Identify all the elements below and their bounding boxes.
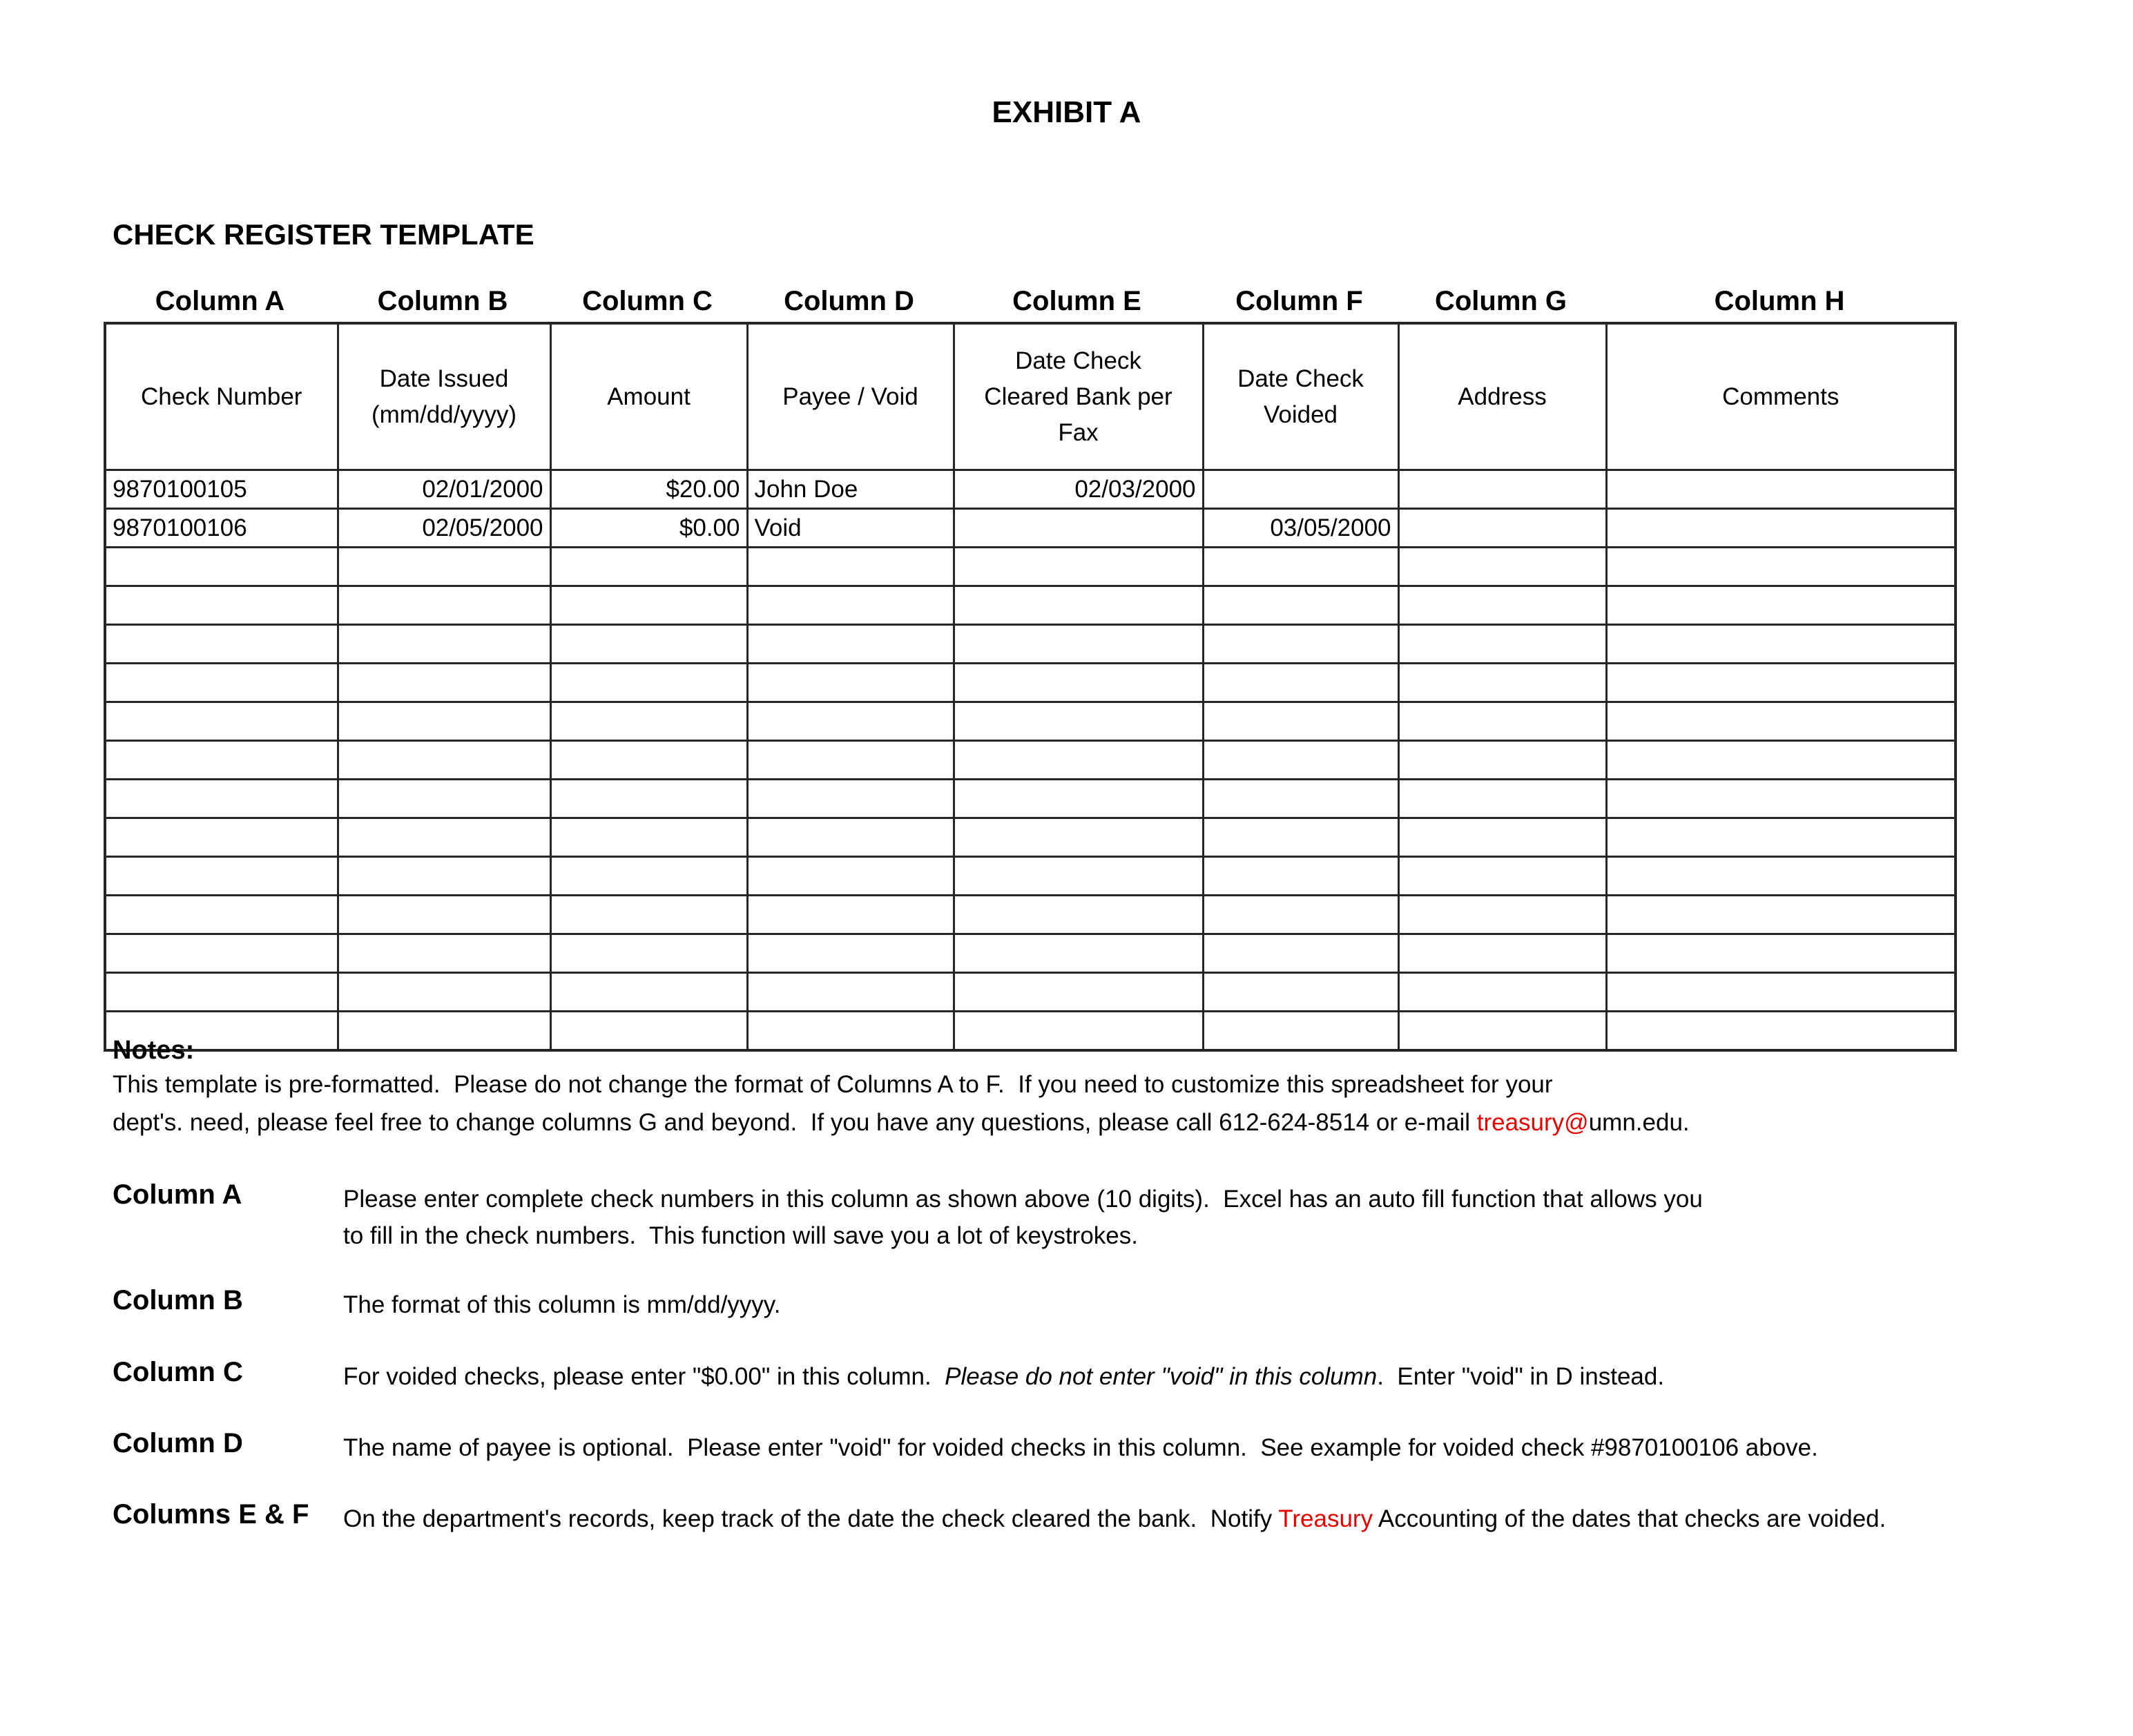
column-letter-d: Column D [784,286,914,316]
cell [105,625,338,664]
empty-row [105,586,1956,625]
cell [550,702,747,741]
cell [550,973,747,1012]
cell [105,741,338,780]
cell [1398,702,1606,741]
cell [954,1012,1203,1051]
column-letter-f: Column F [1235,286,1363,316]
header-cell-b: Date Issued (mm/dd/yyyy) [338,323,550,470]
table-row [105,470,1956,509]
column-b-note-text: The format of this column is mm/dd/yyyy. [343,1291,781,1318]
cell [1398,548,1606,586]
cell [1203,780,1398,818]
empty-row [105,934,1956,973]
cell [105,548,338,586]
cell [338,818,550,857]
cell [747,664,954,702]
cell [954,934,1203,973]
cell [954,509,1203,548]
cell: $20.00 [550,470,747,509]
cell [747,741,954,780]
cell [550,741,747,780]
empty-row [105,896,1956,934]
cell [1203,702,1398,741]
cell [105,896,338,934]
header-row [105,323,1956,470]
cell [747,625,954,664]
cell [1606,973,1956,1012]
column-a-note-text [343,1181,1703,1254]
cell [338,1012,550,1051]
cell [550,818,747,857]
column-letter-e: Column E [1012,286,1141,316]
cell [550,664,747,702]
cell [338,857,550,896]
cell [954,702,1203,741]
cell [954,586,1203,625]
cell [747,857,954,896]
exhibit-title: EXHIBIT A [992,95,1141,129]
table-row [105,509,1956,548]
notes-line-2-tail: umn.edu. [1588,1109,1690,1136]
cell [1606,1012,1956,1051]
column-c-note-post: . Enter "void" in D instead. [1377,1363,1665,1390]
notes-line-1: This template is pre-formatted. Please do not change the format of Columns A to F. If you need to customize this spreadsheet for your [113,1071,1553,1098]
cell: 02/05/2000 [338,509,550,548]
cell [1606,509,1956,548]
cell: $0.00 [550,509,747,548]
cell: 02/03/2000 [954,470,1203,509]
header-cell-e: Date Check Cleared Bank per Fax [954,323,1203,470]
cell [550,896,747,934]
column-c-note-label: Column C [113,1357,243,1387]
column-letter-g: Column G [1434,286,1567,316]
column-b-note-label: Column B [113,1285,243,1315]
header-cell-f: Date Check Voided [1203,323,1398,470]
cell [338,741,550,780]
cell [105,818,338,857]
cell [1606,896,1956,934]
cell [1203,973,1398,1012]
cell: Void [747,509,954,548]
cell [105,934,338,973]
cell [338,973,550,1012]
column-c-note-italic: Please do not enter "void" in this column [945,1363,1378,1390]
cell [1398,934,1606,973]
page-title: CHECK REGISTER TEMPLATE [113,218,534,251]
cell [747,818,954,857]
cell [338,625,550,664]
cell [1606,664,1956,702]
cell [1203,548,1398,586]
cell [1203,818,1398,857]
cell [1606,586,1956,625]
columns-ef-note-label: Columns E & F [113,1499,309,1530]
cell [954,625,1203,664]
cell [105,586,338,625]
column-letter-a: Column A [155,286,285,316]
cell [1203,896,1398,934]
cell [747,548,954,586]
notes-line-2-text: dept's. need, please feel free to change columns G and beyond. If you have any questions, please call 612-624-8514 or e-mail [113,1109,1477,1136]
empty-row [105,664,1956,702]
cell [954,741,1203,780]
cell [1606,780,1956,818]
cell [550,586,747,625]
cell [954,548,1203,586]
cell [105,780,338,818]
notes-line-2 [113,1109,1690,1137]
column-d-note-label: Column D [113,1428,243,1458]
column-d-note-text: The name of payee is optional. Please enter "void" for voided checks in this column. See example for voided check #9870100106 above. [343,1434,1818,1461]
empty-row [105,973,1956,1012]
cell [1203,1012,1398,1051]
cell [1203,664,1398,702]
cell [1203,934,1398,973]
treasury-email-link[interactable]: treasury@ [1476,1109,1589,1136]
cell [954,818,1203,857]
cell [1203,857,1398,896]
table-body [105,470,1956,1051]
empty-row [105,818,1956,857]
cell [338,586,550,625]
cell: John Doe [747,470,954,509]
cell [1398,973,1606,1012]
cell [1203,586,1398,625]
column-a-note-line1: Please enter complete check numbers in this column as shown above (10 digits). Excel has an auto fill function that allows you [343,1186,1703,1213]
cell [747,780,954,818]
columns-ef-note-pre: On the department's records, keep track of the date the check cleared the bank. Notify [343,1505,1279,1532]
cell [105,973,338,1012]
column-letter-h: Column H [1714,286,1845,316]
header-cell-h: Comments [1606,323,1956,470]
cell [1203,470,1398,509]
cell [747,973,954,1012]
cell [747,702,954,741]
cell: 9870100105 [105,470,338,509]
header-cell-c: Amount [550,323,747,470]
cell [1398,470,1606,509]
cell: 02/01/2000 [338,470,550,509]
cell [1398,818,1606,857]
notes-heading: Notes: [113,1036,195,1065]
empty-row [105,548,1956,586]
cell [1606,934,1956,973]
cell [954,857,1203,896]
column-letter-b: Column B [377,286,508,316]
cell [550,934,747,973]
cell [550,857,747,896]
cell [747,896,954,934]
cell [1398,1012,1606,1051]
cell [747,1012,954,1051]
header-cell-d: Payee / Void [747,323,954,470]
cell [1203,625,1398,664]
treasury-link[interactable]: Treasury [1278,1505,1373,1532]
cell [550,625,747,664]
columns-ef-note-text [343,1501,1886,1537]
empty-row [105,780,1956,818]
column-a-note-line2: to fill in the check numbers. This function will save you a lot of keystrokes. [343,1222,1138,1249]
empty-row [105,702,1956,741]
cell [550,1012,747,1051]
empty-row [105,1012,1956,1051]
header-cell-a: Check Number [105,323,338,470]
cell [338,934,550,973]
cell [338,896,550,934]
column-c-note-pre: For voided checks, please enter "$0.00" in this column. [343,1363,945,1390]
cell [1606,702,1956,741]
cell [1398,741,1606,780]
cell [1606,625,1956,664]
empty-row [105,625,1956,664]
cell [105,857,338,896]
cell [1606,818,1956,857]
column-c-note-text [343,1358,1664,1395]
cell [1398,780,1606,818]
cell [1398,664,1606,702]
cell [105,664,338,702]
cell [550,548,747,586]
cell [1606,548,1956,586]
cell [1606,857,1956,896]
cell [1398,857,1606,896]
cell [747,934,954,973]
cell: 9870100106 [105,509,338,548]
cell [1398,586,1606,625]
table-header [105,323,1956,470]
cell [1398,625,1606,664]
cell [550,780,747,818]
cell [105,702,338,741]
empty-row [105,857,1956,896]
cell [1398,509,1606,548]
column-letter-row [104,286,1954,317]
cell [1606,470,1956,509]
column-a-note-label: Column A [113,1179,242,1210]
column-letter-c: Column C [582,286,713,316]
cell [747,586,954,625]
cell [338,664,550,702]
cell [954,973,1203,1012]
cell [338,702,550,741]
empty-row [105,741,1956,780]
cell [954,896,1203,934]
cell: 03/05/2000 [1203,509,1398,548]
cell [954,664,1203,702]
cell [1606,741,1956,780]
check-register-table [104,322,1957,1052]
cell [1203,741,1398,780]
cell [954,780,1203,818]
cell [338,780,550,818]
columns-ef-note-post: Accounting of the dates that checks are voided. [1373,1505,1886,1532]
cell [338,548,550,586]
header-cell-g: Address [1398,323,1606,470]
cell [1398,896,1606,934]
